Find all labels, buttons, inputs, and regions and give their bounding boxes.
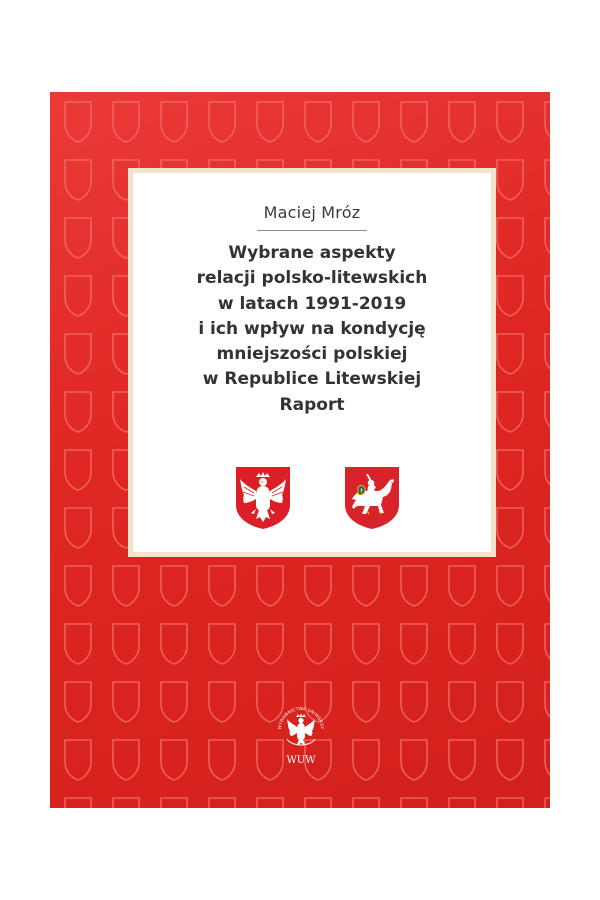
- polish-eagle-coat-of-arms-icon: [234, 465, 292, 531]
- author-divider: [257, 230, 367, 231]
- lithuanian-vytis-coat-of-arms-icon: [343, 465, 401, 531]
- publisher-seal-text: WYDAWNICTWA UNIWERSY: [276, 705, 326, 730]
- title-line-1: Wybrane aspekty: [228, 243, 396, 263]
- book-cover: [50, 92, 550, 808]
- title-line-5: mniejszości polskiej: [216, 344, 408, 365]
- title-line-3: w latach 1991-2019: [217, 293, 407, 314]
- publisher-seal-icon: [274, 703, 328, 769]
- book-title: [133, 241, 491, 418]
- title-line-7: Raport: [279, 394, 345, 415]
- author-name: Maciej Mróz: [263, 203, 361, 222]
- title-line-4: i ich wpływ na kondycję: [198, 318, 426, 339]
- publisher-abbreviation: WUW: [286, 755, 316, 766]
- title-line-6: w Republice Litewskiej: [202, 369, 422, 390]
- title-panel: [128, 168, 496, 557]
- title-line-2: relacji polsko-litewskich: [196, 268, 428, 289]
